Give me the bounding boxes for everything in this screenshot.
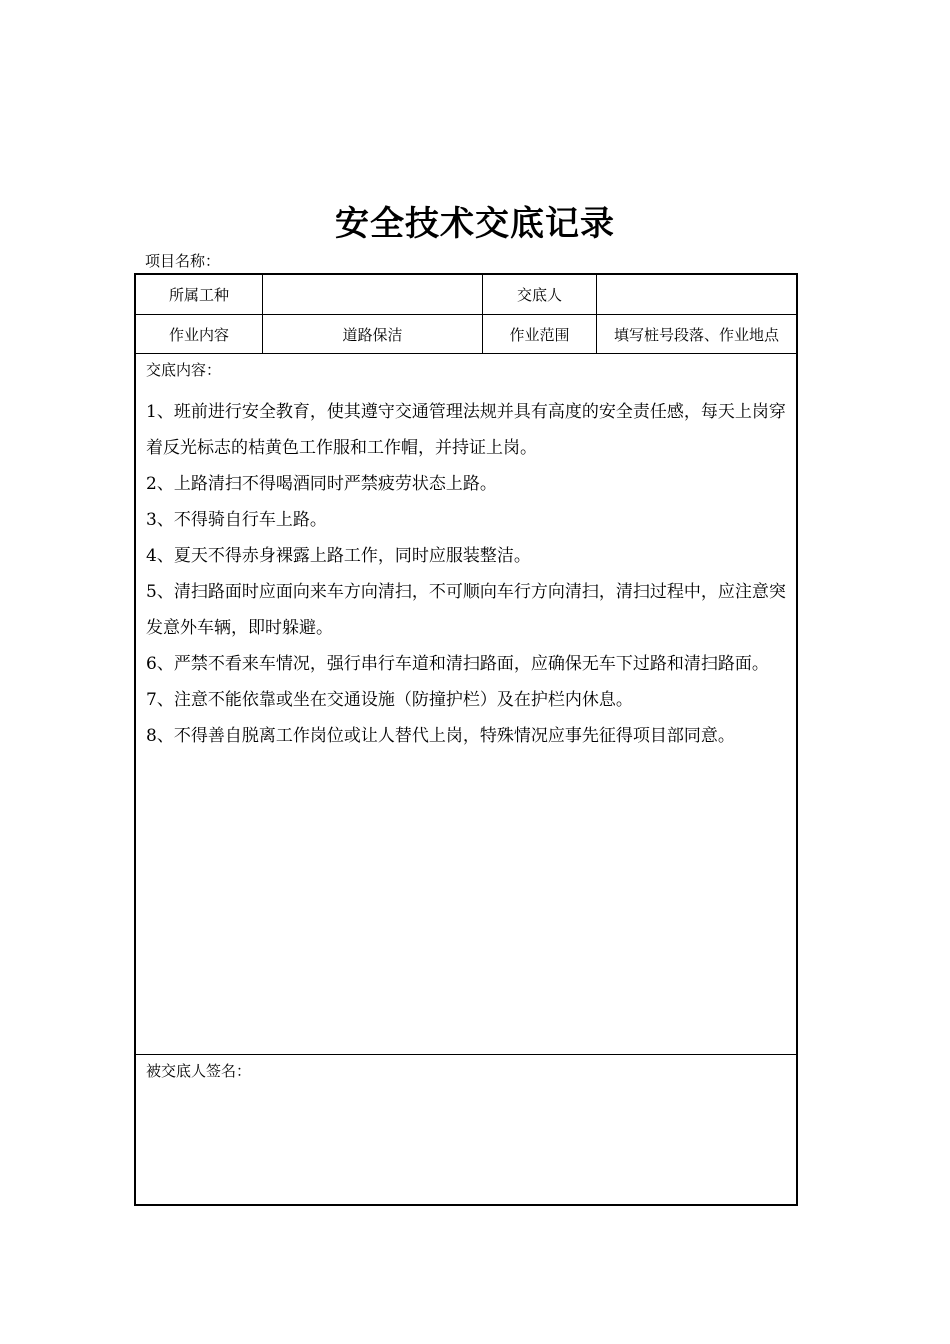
content-item-4: 4、夏天不得赤身裸露上路工作，同时应服装整洁。: [146, 546, 531, 566]
work-content-label: 作业内容: [136, 315, 263, 353]
content-item-1: 1、班前进行安全教育，使其遵守交通管理法规并具有高度的安全责任感，每天上岗穿着反光标志的桔黄色工作服和工作帽，并持证上岗。: [146, 402, 786, 458]
content-item-3: 3、不得骑自行车上路。: [146, 510, 327, 530]
content-heading: 交底内容：: [146, 361, 222, 379]
work-scope-label: 作业范围: [483, 315, 597, 353]
project-name-label: 项目名称：: [145, 252, 221, 270]
work-scope-value[interactable]: 填写桩号段落、作业地点: [613, 325, 779, 344]
disclosure-form: [134, 273, 798, 1206]
discloser-value[interactable]: [597, 275, 796, 314]
content-item-2: 2、上路清扫不得喝酒同时严禁疲劳状态上路。: [146, 474, 497, 494]
content-item-8: 8、不得善自脱离工作岗位或让人替代上岗，特殊情况应事先征得项目部同意。: [146, 726, 735, 746]
discloser-label: 交底人: [483, 275, 597, 314]
form-row-work: [136, 315, 796, 354]
form-row-trade: [136, 275, 796, 315]
signature-area[interactable]: [136, 1055, 796, 1204]
content-item-7: 7、注意不能依靠或坐在交通设施（防撞护栏）及在护栏内休息。: [146, 690, 633, 710]
work-content-value[interactable]: 道路保洁: [263, 315, 483, 353]
content-item-5: 5、清扫路面时应面向来车方向清扫，不可顺向车行方向清扫，清扫过程中，应注意突发意外车辆，即时躲避。: [146, 582, 786, 638]
trade-value[interactable]: [263, 275, 483, 314]
signature-label: 被交底人签名：: [146, 1062, 252, 1080]
content-item-6: 6、严禁不看来车情况，强行串行车道和清扫路面，应确保无车下过路和清扫路面。: [146, 654, 769, 674]
disclosure-content-area: [136, 354, 796, 1055]
trade-label: 所属工种: [136, 275, 263, 314]
page-title: 安全技术交底记录: [335, 204, 615, 244]
